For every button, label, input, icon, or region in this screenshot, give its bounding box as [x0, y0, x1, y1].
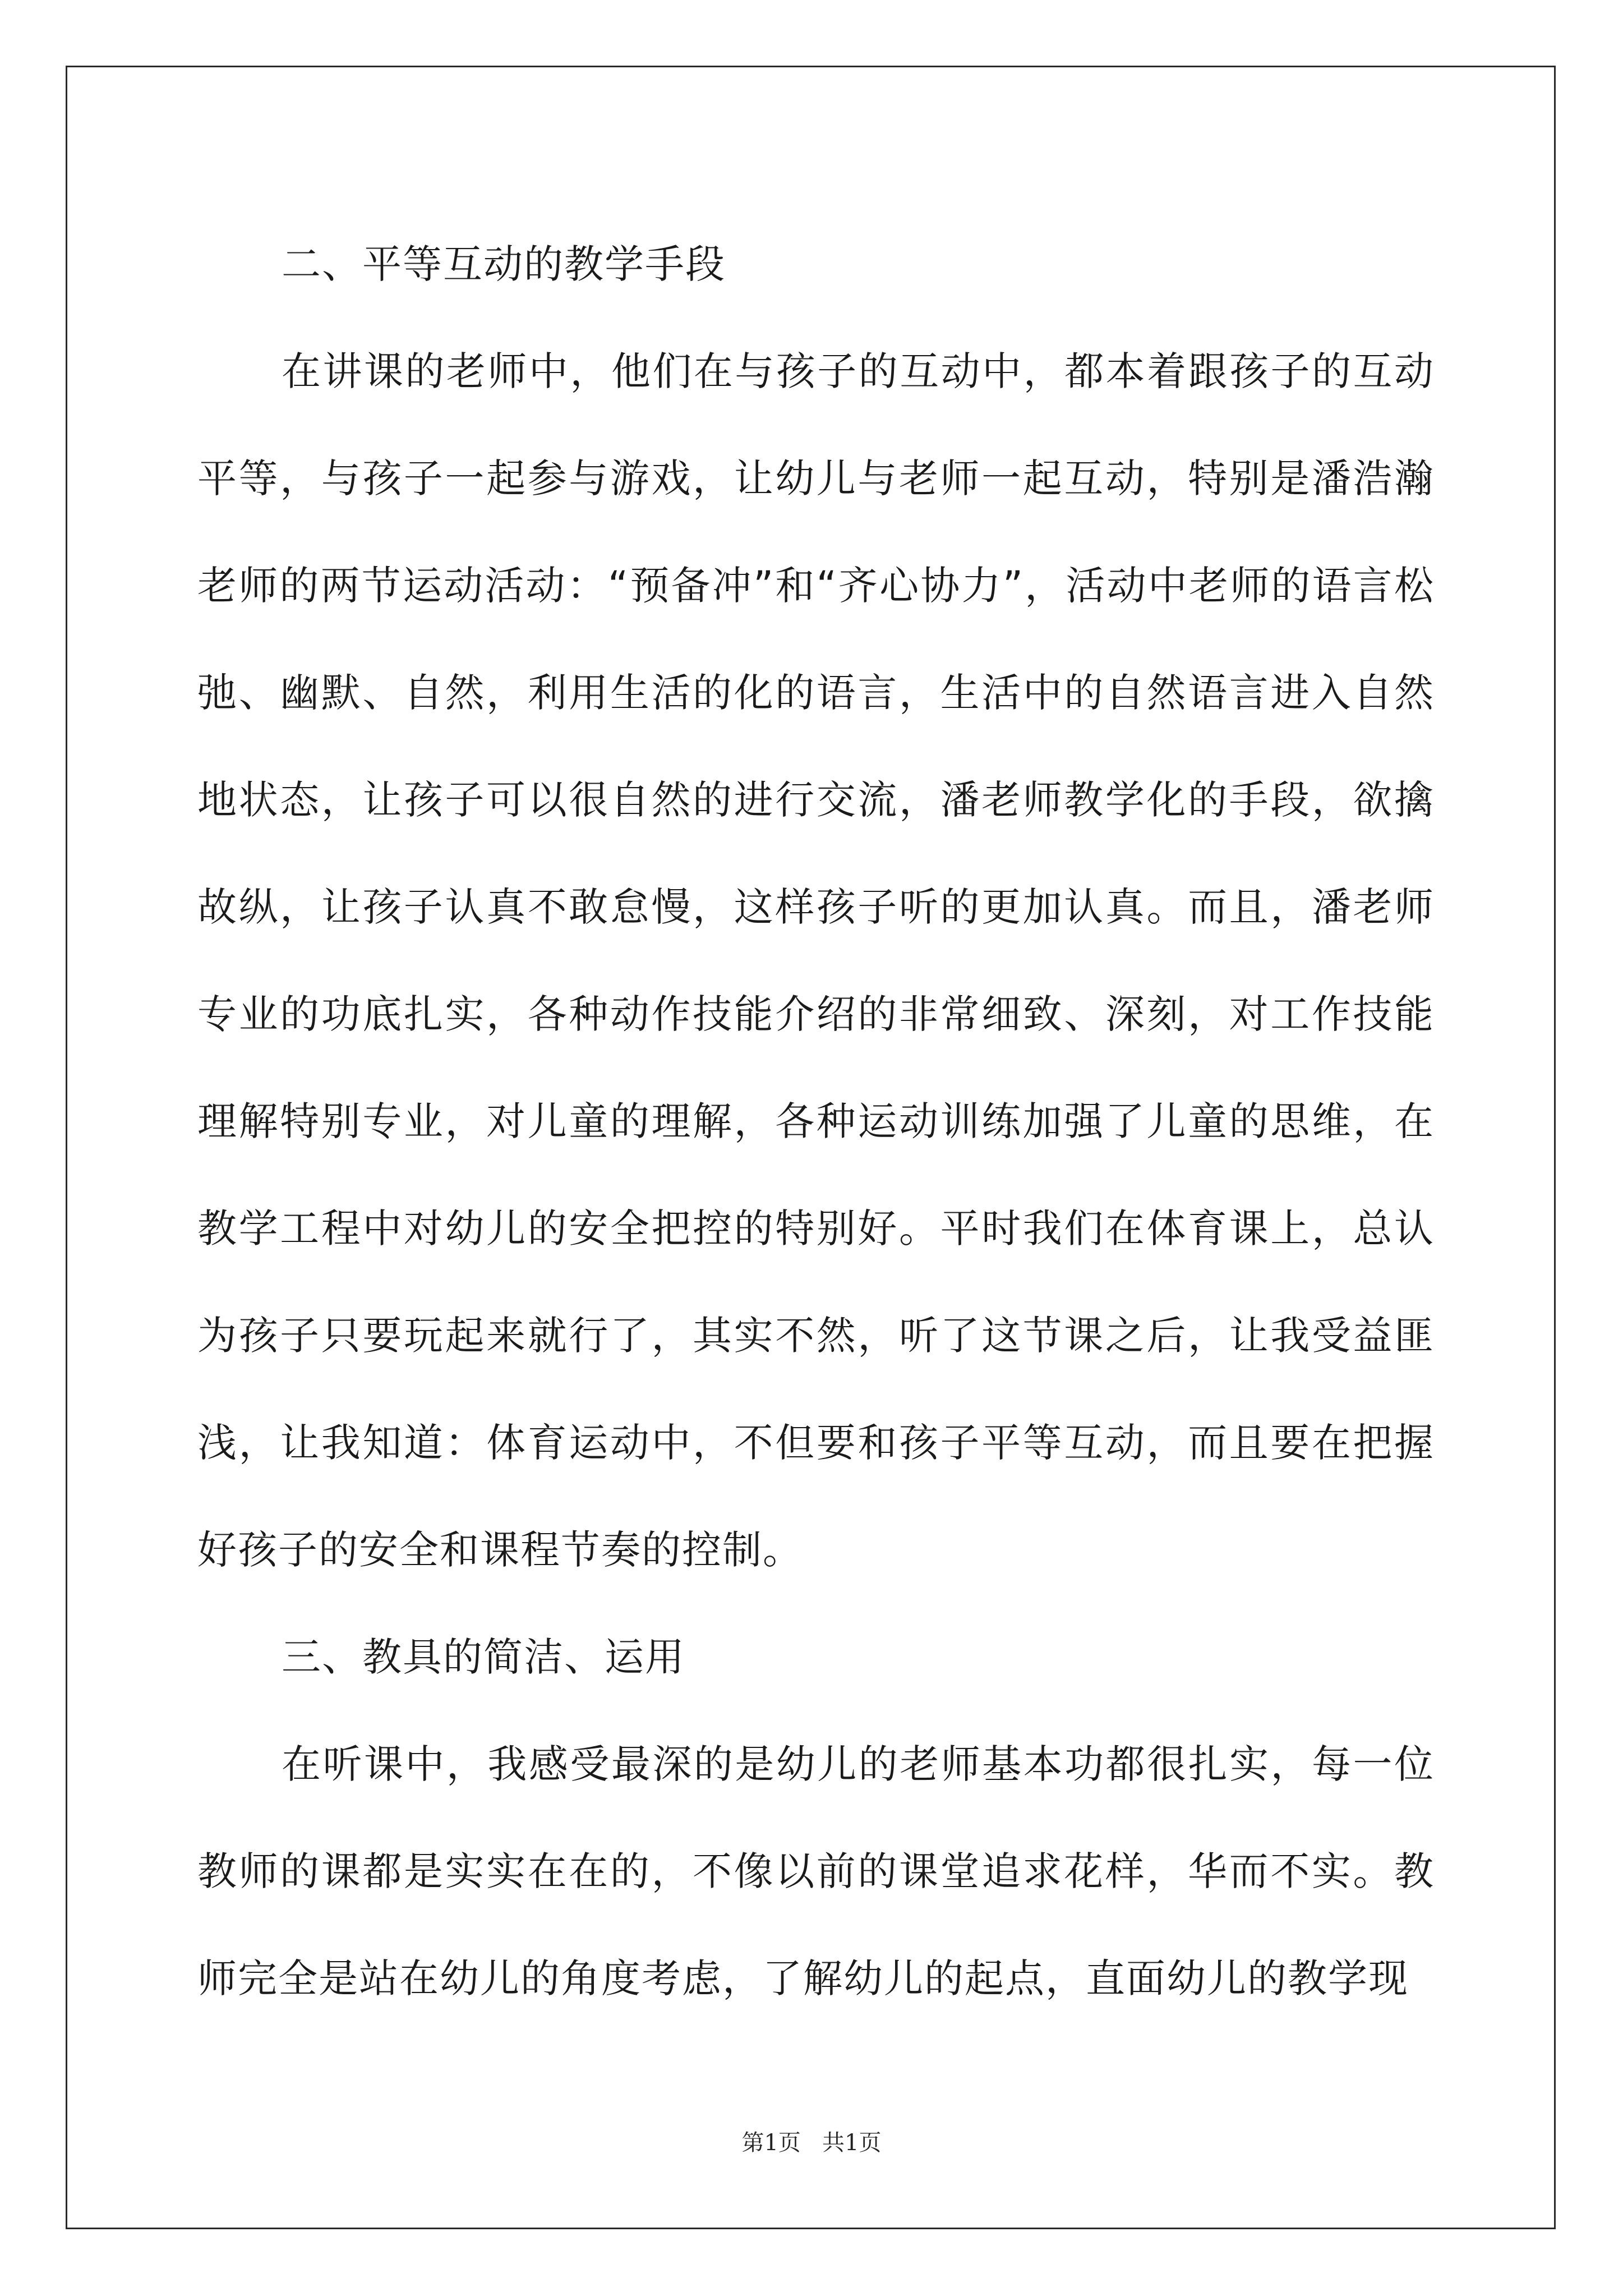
section-paragraph-3: 在听课中，我感受最深的是幼儿的老师基本功都很扎实，每一位教师的课都是实实在在的，不像以前的课堂追求花样，华而不实。教师完全是站在幼儿的角度考虑，了解幼儿的起点，直面幼儿的教学现 [197, 1741, 1435, 2001]
document-body [197, 211, 1435, 2032]
page-footer: 第1页 共1页 [741, 2130, 882, 2156]
section-paragraph-2: 在讲课的老师中，他们在与孩子的互动中，都本着跟孩子的互动平等，与孩子一起参与游戏，让幼儿与老师一起互动，特别是潘浩瀚老师的两节运动活动：“预备冲”和“齐心协力”，活动中老师的语言松弛、幽默、自然，利用生活的化的语言，生活中的自然语言进入自然地状态，让孩子可以很自然的进行交流，潘老师教学化的手段，欲擒故纵，让孩子认真不敢怠慢，这样孩子听的更加认真。而且，潘老师专业的功底扎实，各种动作技能介绍的非常细致、深刻，对工作技能理解特别专业，对儿童的理解，各种运动训练加强了儿童的思维，在教学工程中对幼儿的安全把控的特别好。平时我们在体育课上，总认为孩子只要玩起来就行了，其实不然，听了这节课之后，让我受益匪浅，让我知道：体育运动中，不但要和孩子平等互动，而且要在把握好孩子的安全和课程节奏的控制。 [197, 348, 1435, 1573]
section-heading-3: 三、教具的简洁、运用 [282, 1634, 685, 1680]
section-heading-2: 二、平等互动的教学手段 [282, 241, 726, 287]
